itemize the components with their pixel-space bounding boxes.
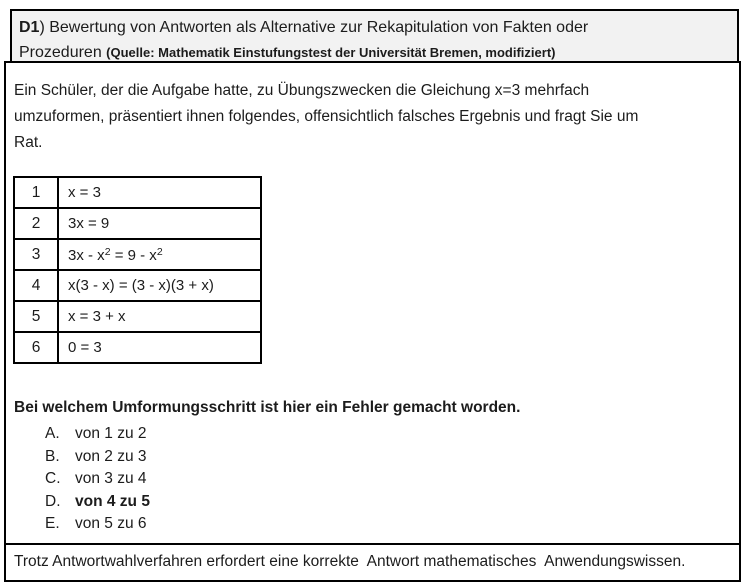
source-note: (Quelle: Mathematik Einstufungstest der Universität Bremen, modifiziert)	[106, 45, 556, 60]
task-title-continued: Prozeduren	[19, 44, 107, 61]
task-header	[10, 9, 739, 63]
equation-part: = 9 - x	[110, 247, 157, 264]
equation-superscript: 2	[104, 246, 111, 258]
option-letter: E.	[45, 515, 60, 532]
answer-option-d	[14, 491, 729, 514]
table-row	[14, 177, 261, 208]
step-number-cell: 1	[14, 177, 58, 208]
step-number-cell: 4	[14, 270, 58, 301]
task-title-line-1	[19, 15, 727, 40]
option-text: von 5 zu 6	[75, 515, 147, 532]
equation-superscript: 2	[156, 246, 163, 258]
option-text: von 1 zu 2	[75, 425, 147, 442]
table-row	[14, 208, 261, 239]
equation-cell: 3x = 9	[58, 208, 261, 239]
table-row	[14, 301, 261, 332]
intro-line: umzuformen, präsentiert ihnen folgendes, offensichtlich falsches Ergebnis und fragt Sie um	[14, 108, 639, 125]
option-text: von 3 zu 4	[75, 470, 147, 487]
intro-line: Ein Schüler, der die Aufgabe hatte, zu Übungszwecken die Gleichung x=3 mehrfach	[14, 82, 590, 99]
option-text: von 4 zu 5	[75, 492, 150, 510]
equation-part: 3x - x	[68, 247, 105, 264]
option-letter: D.	[45, 492, 61, 510]
intro-line: Rat.	[14, 134, 43, 151]
option-letter: B.	[45, 447, 60, 465]
task-footer	[4, 543, 741, 582]
step-number-cell: 2	[14, 208, 58, 239]
task-intro	[14, 78, 729, 156]
task-body	[4, 61, 741, 543]
equation-cell: 0 = 3	[58, 332, 261, 363]
answer-option-e	[14, 513, 729, 536]
task-title: ) Bewertung von Antworten als Alternative zur Rekapitulation von Fakten oder	[39, 19, 589, 36]
option-letter: A.	[45, 425, 60, 442]
table-row	[14, 332, 261, 363]
equation-cell: x(3 - x) = (3 - x)(3 + x)	[58, 270, 261, 301]
answer-option-b	[14, 446, 729, 469]
table-row	[14, 239, 261, 270]
equation-cell: x = 3	[58, 177, 261, 208]
task-id: D1	[19, 19, 40, 36]
footer-note: Trotz Antwortwahlverfahren erfordert eine korrekte Antwort mathematisches Anwendungswissen.	[14, 553, 686, 570]
step-number-cell: 3	[14, 239, 58, 270]
option-letter: C.	[45, 470, 61, 487]
equation-cell	[58, 239, 261, 270]
step-number-cell: 5	[14, 301, 58, 332]
option-text: von 2 zu 3	[75, 447, 147, 465]
step-number-cell: 6	[14, 332, 58, 363]
equation-steps-table	[13, 176, 262, 364]
answer-option-c	[14, 468, 729, 491]
answer-options	[14, 423, 729, 536]
answer-option-a	[14, 423, 729, 446]
question-text: Bei welchem Umformungsschritt ist hier ein Fehler gemacht worden.	[14, 399, 521, 416]
equation-cell: x = 3 + x	[58, 301, 261, 332]
table-row	[14, 270, 261, 301]
